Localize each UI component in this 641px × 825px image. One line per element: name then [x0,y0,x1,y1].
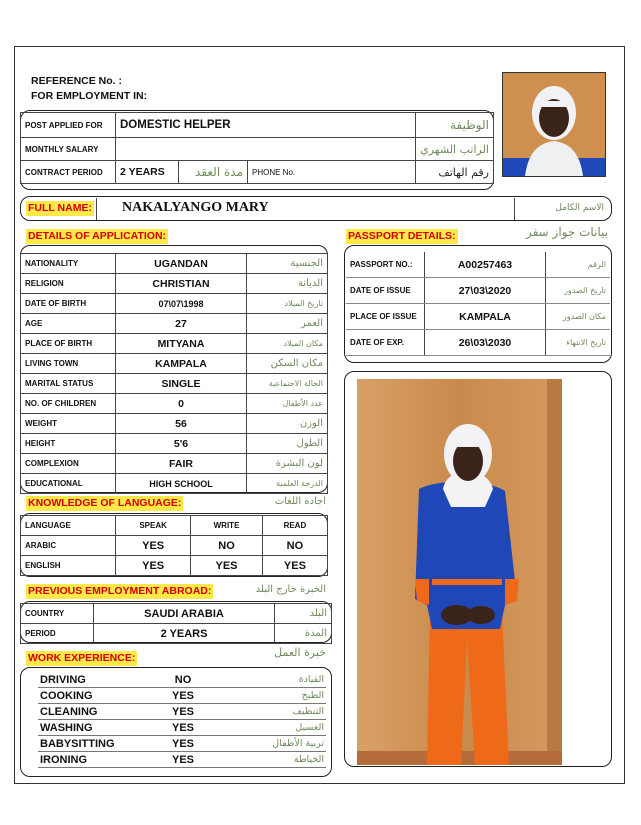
details-row [21,474,328,494]
country-label: COUNTRY [21,604,94,624]
passport-label: DATE OF ISSUE [346,278,425,304]
work-value: YES [124,688,242,704]
details-value: UGANDAN [116,254,247,274]
language-skill: NO [191,536,263,556]
language-skill: YES [191,556,263,576]
passport-value: 26\03\2030 [425,330,546,356]
details-ar: الديانة [247,274,328,294]
details-value: MITYANA [116,334,247,354]
language-skill: YES [116,556,191,576]
headshot-image [503,73,605,176]
previous-employment-table [20,603,332,644]
full-name-value: NAKALYANGO MARY [122,200,269,215]
details-value: 0 [116,394,247,414]
details-row [21,394,328,414]
work-experience-title: WORK EXPERIENCE: [28,652,136,664]
details-label: PLACE OF BIRTH [21,334,116,354]
language-header: SPEAK [116,516,191,536]
full-name-divider [96,198,97,220]
work-row [38,704,326,720]
previous-employment-title: PREVIOUS EMPLOYMENT ABROAD: [28,585,212,597]
salary-value [116,138,416,161]
work-label: IRONING [38,752,124,768]
details-ar: العمر [247,314,328,334]
language-skill: NO [262,536,327,556]
phone-label: PHONE No. [248,161,416,184]
language-header: LANGUAGE [21,516,116,536]
reference-label: REFERENCE No. : [31,75,123,87]
passport-ar: تاريخ الصدور [546,278,611,304]
work-label: COOKING [38,688,124,704]
work-ar: تربية الأطفال [242,736,326,752]
details-value: CHRISTIAN [116,274,247,294]
language-header: WRITE [191,516,263,536]
passport-title-ar: بيانات جواز سفر [525,225,608,239]
details-value: SINGLE [116,374,247,394]
work-label: CLEANING [38,704,124,720]
details-ar: الوزن [247,414,328,434]
full-name-label: FULL NAME: [28,202,92,214]
passport-row [346,252,610,278]
language-skill: YES [262,556,327,576]
work-row [38,720,326,736]
details-ar: مكان السكن [247,354,328,374]
work-experience-table [38,672,326,768]
details-ar: الدرجة العلمية [247,474,328,494]
work-label: BABYSITTING [38,736,124,752]
work-row [38,672,326,688]
work-experience-title-ar: خبرة العمل [274,646,326,659]
details-row [21,254,328,274]
details-row [21,454,328,474]
language-title-ar: اجادة اللغات [274,496,326,507]
country-value: SAUDI ARABIA [94,604,275,624]
details-label: NO. OF CHILDREN [21,394,116,414]
work-value: YES [124,704,242,720]
details-ar: الجنسية [247,254,328,274]
details-value: KAMPALA [116,354,247,374]
language-table [20,515,328,576]
details-label: COMPLEXION [21,454,116,474]
work-value: YES [124,720,242,736]
work-ar: الغسيل [242,720,326,736]
details-row [21,334,328,354]
headshot-photo [502,72,606,177]
passport-table [346,252,610,356]
details-ar: عدد الأطفال [247,394,328,414]
work-row [38,688,326,704]
salary-label: MONTHLY SALARY [21,138,116,161]
country-ar: البلد [275,604,332,624]
passport-ar: تاريخ الانتهاء [546,330,611,356]
work-ar: القيادة [242,672,326,688]
details-row [21,314,328,334]
details-value: 5'6 [116,434,247,454]
post-ar: الوظيفة [416,113,494,138]
work-ar: التنظيف [242,704,326,720]
details-label: LIVING TOWN [21,354,116,374]
details-label: RELIGION [21,274,116,294]
passport-title: PASSPORT DETAILS: [348,230,456,242]
details-row [21,374,328,394]
details-row [21,354,328,374]
details-value: 56 [116,414,247,434]
post-label: POST APPLIED FOR [21,113,116,138]
details-label: MARITAL STATUS [21,374,116,394]
period-ar: المدة [275,624,332,644]
work-row [38,752,326,768]
previous-employment-title-ar: الخبرة خارج البلد [255,584,326,595]
language-name: ARABIC [21,536,116,556]
details-row [21,294,328,314]
details-ar: مكان الميلاد [247,334,328,354]
passport-ar: مكان الصدور [546,304,611,330]
language-skill: YES [116,536,191,556]
details-table [20,253,328,494]
details-label: NATIONALITY [21,254,116,274]
details-ar: الحالة الاجتماعية [247,374,328,394]
details-value: 27 [116,314,247,334]
work-value: YES [124,736,242,752]
full-body-image [357,379,562,765]
passport-ar: الرقم [546,252,611,278]
details-row [21,434,328,454]
details-value: HIGH SCHOOL [116,474,247,494]
details-value: 07\07\1998 [116,294,247,314]
details-row [21,414,328,434]
full-body-photo [357,379,562,765]
language-row [21,536,328,556]
details-label: EDUCATIONAL [21,474,116,494]
details-ar: لون البشرة [247,454,328,474]
language-header: READ [262,516,327,536]
full-name-ar-divider [514,198,515,220]
passport-label: PLACE OF ISSUE [346,304,425,330]
details-label: HEIGHT [21,434,116,454]
employment-label: FOR EMPLOYMENT IN: [31,90,148,102]
work-row [38,736,326,752]
passport-value: 27\03\2020 [425,278,546,304]
language-title: KNOWLEDGE OF LANGUAGE: [28,497,182,509]
language-row [21,556,328,576]
details-label: WEIGHT [21,414,116,434]
work-label: WASHING [38,720,124,736]
passport-label: DATE OF EXP. [346,330,425,356]
language-name: ENGLISH [21,556,116,576]
work-label: DRIVING [38,672,124,688]
contract-label: CONTRACT PERIOD [21,161,116,184]
post-info-table [20,112,494,184]
work-ar: الطبخ [242,688,326,704]
language-header-row [21,516,328,536]
passport-row [346,330,610,356]
details-title: DETAILS OF APPLICATION: [28,230,167,242]
contract-ar: مدة العقد [179,161,248,184]
post-value: DOMESTIC HELPER [116,113,416,138]
details-ar: تاريخ الميلاد [247,294,328,314]
passport-label: PASSPORT NO.: [346,252,425,278]
period-label: PERIOD [21,624,94,644]
passport-value: KAMPALA [425,304,546,330]
phone-ar: رقم الهاتف [416,161,494,184]
work-value: NO [124,672,242,688]
details-ar: الطول [247,434,328,454]
details-value: FAIR [116,454,247,474]
full-name-ar: الاسم الكامل [555,203,604,213]
salary-ar: الراتب الشهري [416,138,494,161]
details-label: AGE [21,314,116,334]
work-value: YES [124,752,242,768]
passport-value: A00257463 [425,252,546,278]
contract-value: 2 YEARS [116,161,179,184]
details-label: DATE OF BIRTH [21,294,116,314]
details-row [21,274,328,294]
passport-row [346,304,610,330]
period-value: 2 YEARS [94,624,275,644]
passport-row [346,278,610,304]
work-ar: الخياطة [242,752,326,768]
